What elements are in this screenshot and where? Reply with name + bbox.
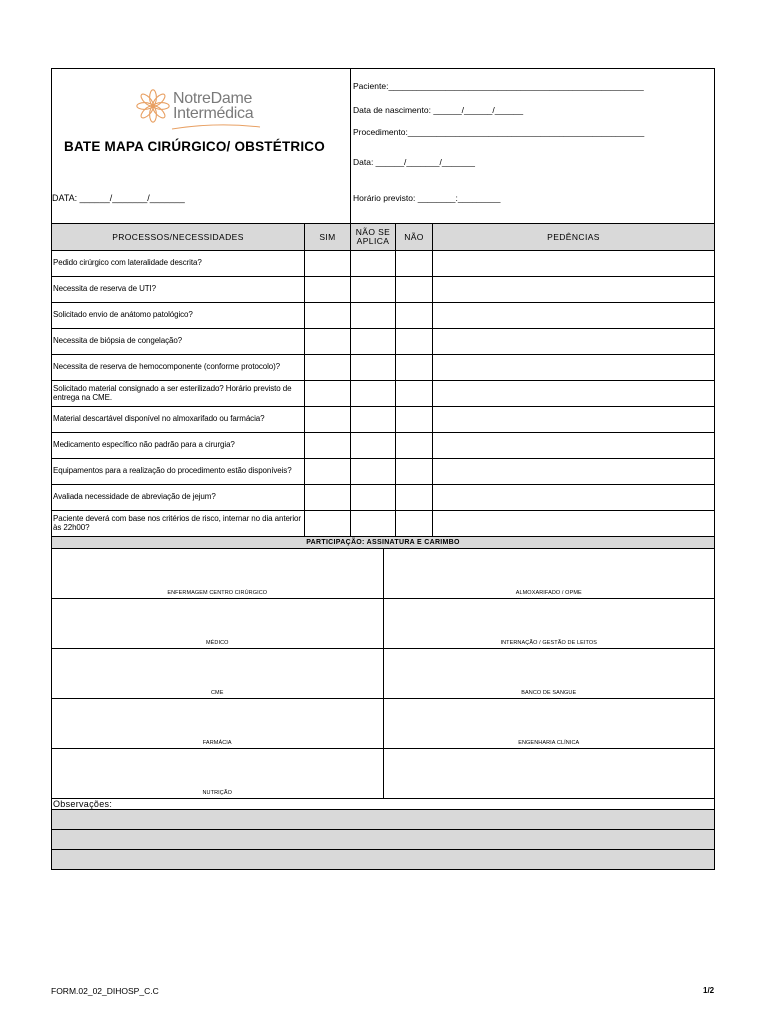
header-right bbox=[351, 69, 714, 223]
header-left bbox=[52, 69, 351, 223]
yes-checkbox[interactable] bbox=[305, 485, 351, 510]
signature-box[interactable] bbox=[52, 749, 384, 798]
not-applicable-checkbox[interactable] bbox=[351, 459, 396, 484]
yes-checkbox[interactable] bbox=[305, 381, 351, 406]
pending-notes-field[interactable] bbox=[433, 459, 714, 484]
question-label: Equipamentos para a realização do procedimento estão disponíveis? bbox=[52, 459, 305, 484]
checklist-row bbox=[52, 381, 714, 407]
not-applicable-checkbox[interactable] bbox=[351, 511, 396, 536]
yes-checkbox[interactable] bbox=[305, 433, 351, 458]
form-frame bbox=[51, 68, 715, 870]
signature-label: NUTRIÇÃO bbox=[202, 790, 233, 796]
no-checkbox[interactable] bbox=[396, 277, 433, 302]
checklist-row bbox=[52, 459, 714, 485]
no-checkbox[interactable] bbox=[396, 511, 433, 536]
logo bbox=[136, 89, 253, 123]
checklist-row bbox=[52, 251, 714, 277]
pending-notes-field[interactable] bbox=[433, 329, 714, 354]
signature-row bbox=[52, 649, 714, 699]
signature-grid bbox=[52, 549, 714, 799]
not-applicable-checkbox[interactable] bbox=[351, 303, 396, 328]
yes-checkbox[interactable] bbox=[305, 355, 351, 380]
participation-heading: PARTICIPAÇÃO: ASSINATURA E CARIMBO bbox=[52, 537, 714, 549]
col-yes: SIM bbox=[305, 224, 351, 250]
form-code: FORM.02_02_DIHOSP_C.C bbox=[51, 986, 159, 996]
not-applicable-checkbox[interactable] bbox=[351, 407, 396, 432]
scheduled-time-field[interactable]: Horário previsto: ________:_________ bbox=[353, 193, 501, 203]
yes-checkbox[interactable] bbox=[305, 329, 351, 354]
birth-date-field[interactable]: Data de nascimento: ______/______/______ bbox=[353, 105, 524, 115]
checklist-row bbox=[52, 407, 714, 433]
table-header bbox=[52, 224, 714, 251]
signature-box[interactable] bbox=[52, 549, 384, 598]
yes-checkbox[interactable] bbox=[305, 303, 351, 328]
question-label: Necessita de reserva de UTI? bbox=[52, 277, 305, 302]
signature-row bbox=[52, 549, 714, 599]
signature-box[interactable] bbox=[384, 599, 715, 648]
checklist-rows bbox=[52, 251, 714, 537]
no-checkbox[interactable] bbox=[396, 329, 433, 354]
signature-label: FARMÁCIA bbox=[202, 740, 232, 746]
date-field[interactable]: DATA: ______/_______/_______ bbox=[52, 193, 185, 203]
signature-box[interactable] bbox=[52, 649, 384, 698]
not-applicable-checkbox[interactable] bbox=[351, 277, 396, 302]
question-label: Medicamento específico não padrão para a cirurgia? bbox=[52, 433, 305, 458]
signature-label: INTERNAÇÃO / GESTÃO DE LEITOS bbox=[500, 640, 598, 646]
pending-notes-field[interactable] bbox=[433, 303, 714, 328]
checklist-row bbox=[52, 511, 714, 537]
pending-notes-field[interactable] bbox=[433, 251, 714, 276]
yes-checkbox[interactable] bbox=[305, 459, 351, 484]
signature-row bbox=[52, 699, 714, 749]
checklist-row bbox=[52, 329, 714, 355]
pending-notes-field[interactable] bbox=[433, 277, 714, 302]
checklist-row bbox=[52, 355, 714, 381]
checklist-row bbox=[52, 303, 714, 329]
question-label: Necessita de reserva de hemocomponente (conforme protocolo)? bbox=[52, 355, 305, 380]
no-checkbox[interactable] bbox=[396, 303, 433, 328]
question-label: Avaliada necessidade de abreviação de jejum? bbox=[52, 485, 305, 510]
form-title: BATE MAPA CIRÚRGICO/ OBSTÉTRICO bbox=[64, 139, 325, 154]
signature-box[interactable] bbox=[384, 549, 715, 598]
col-not-applicable: NÃO SE APLICA bbox=[351, 224, 396, 250]
checklist-row bbox=[52, 277, 714, 303]
signature-label: MÉDICO bbox=[205, 640, 229, 646]
form-header bbox=[52, 69, 714, 224]
signature-box[interactable] bbox=[52, 599, 384, 648]
no-checkbox[interactable] bbox=[396, 355, 433, 380]
yes-checkbox[interactable] bbox=[305, 407, 351, 432]
not-applicable-checkbox[interactable] bbox=[351, 329, 396, 354]
signature-box[interactable] bbox=[52, 699, 384, 748]
col-no: NÃO bbox=[396, 224, 433, 250]
pending-notes-field[interactable] bbox=[433, 407, 714, 432]
page-number: 1/2 bbox=[703, 986, 715, 995]
pending-notes-field[interactable] bbox=[433, 485, 714, 510]
no-checkbox[interactable] bbox=[396, 459, 433, 484]
signature-row bbox=[52, 599, 714, 649]
no-checkbox[interactable] bbox=[396, 407, 433, 432]
signature-label: BANCO DE SANGUE bbox=[521, 690, 577, 696]
yes-checkbox[interactable] bbox=[305, 251, 351, 276]
checklist-row bbox=[52, 485, 714, 511]
question-label: Necessita de biópsia de congelação? bbox=[52, 329, 305, 354]
question-label: Solicitado envio de anátomo patológico? bbox=[52, 303, 305, 328]
swoosh-decoration bbox=[170, 123, 262, 131]
procedure-field[interactable]: Procedimento:__________________________________________________ bbox=[353, 127, 645, 137]
pending-notes-field[interactable] bbox=[433, 381, 714, 406]
signature-label: CME bbox=[210, 690, 224, 696]
patient-field[interactable]: Paciente:______________________________________________________ bbox=[353, 81, 644, 91]
col-pending: PEDÊNCIAS bbox=[547, 231, 600, 242]
no-checkbox[interactable] bbox=[396, 485, 433, 510]
not-applicable-checkbox[interactable] bbox=[351, 355, 396, 380]
signature-label: ENFERMAGEM CENTRO CIRÚRGICO bbox=[167, 590, 268, 596]
no-checkbox[interactable] bbox=[396, 251, 433, 276]
procedure-date-field[interactable]: Data: ______/_______/_______ bbox=[353, 157, 475, 167]
no-checkbox[interactable] bbox=[396, 433, 433, 458]
not-applicable-checkbox[interactable] bbox=[351, 433, 396, 458]
signature-label: ENGENHARIA CLÍNICA bbox=[518, 740, 580, 746]
observations-label: Observações: bbox=[52, 799, 714, 810]
col-processes: PROCESSOS/NECESSIDADES bbox=[52, 224, 305, 250]
question-label: Pedido cirúrgico com lateralidade descrita? bbox=[52, 251, 305, 276]
signature-box[interactable] bbox=[384, 699, 715, 748]
no-checkbox[interactable] bbox=[396, 381, 433, 406]
question-label: Paciente deverá com base nos critérios de risco, internar no dia anterior às 22h00? bbox=[52, 511, 305, 536]
observation-line[interactable] bbox=[52, 830, 714, 850]
question-label: Material descartável disponível no almoxarifado ou farmácia? bbox=[52, 407, 305, 432]
question-label: Solicitado material consignado a ser esterilizado? Horário previsto de entrega na CME. bbox=[52, 381, 305, 406]
logo-line-1: NotreDame bbox=[173, 90, 253, 107]
checklist-row bbox=[52, 433, 714, 459]
signature-row bbox=[52, 749, 714, 799]
observation-line[interactable] bbox=[52, 810, 714, 830]
pending-notes-field[interactable] bbox=[433, 355, 714, 380]
not-applicable-checkbox[interactable] bbox=[351, 251, 396, 276]
flower-logo-icon bbox=[136, 89, 170, 123]
pending-notes-field[interactable] bbox=[433, 511, 714, 536]
signature-box[interactable] bbox=[384, 749, 715, 798]
logo-line-2: Intermédica bbox=[173, 105, 254, 122]
yes-checkbox[interactable] bbox=[305, 511, 351, 536]
observation-line[interactable] bbox=[52, 850, 714, 869]
not-applicable-checkbox[interactable] bbox=[351, 381, 396, 406]
signature-box[interactable] bbox=[384, 649, 715, 698]
not-applicable-checkbox[interactable] bbox=[351, 485, 396, 510]
signature-label: ALMOXARIFADO / OPME bbox=[515, 590, 582, 596]
yes-checkbox[interactable] bbox=[305, 277, 351, 302]
pending-notes-field[interactable] bbox=[433, 433, 714, 458]
